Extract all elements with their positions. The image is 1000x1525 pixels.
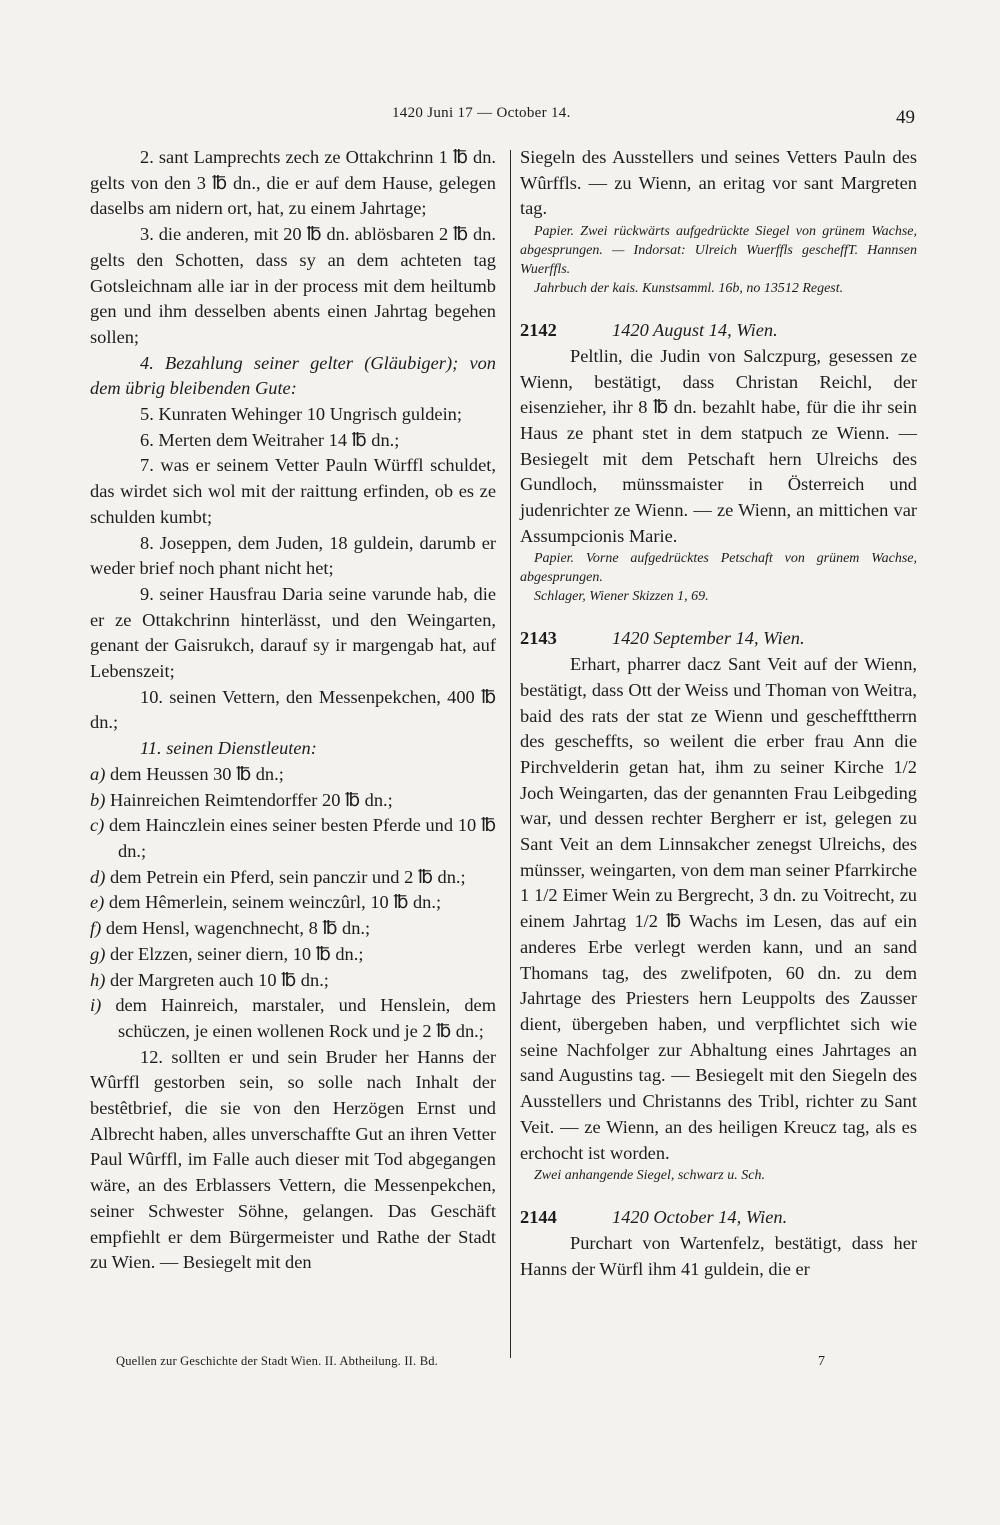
entry-heading: [520, 318, 917, 344]
entry-number: 2143: [520, 628, 557, 649]
archival-note: Zwei anhangende Siegel, schwarz u. Sch.: [534, 1168, 765, 1184]
entry-number: 2142: [520, 320, 557, 341]
sub-item-text: dem Hainczlein eines seiner besten Pferde und 10 ℔ dn.;: [109, 815, 496, 861]
item-4: 4. Bezahlung seiner gelter (Gläubiger); von dem übrig bleibenden Gute:: [90, 352, 496, 399]
sub-item-text: der Elzzen, seiner diern, 10 ℔ dn.;: [109, 943, 364, 964]
entry-body: Purchart von Wartenfelz, bestätigt, dass her Hanns der Würfl ihm 41 guldein, die er: [520, 1232, 917, 1279]
entry-number: 2144: [520, 1207, 557, 1228]
sub-item: [90, 942, 496, 968]
sub-item-text: Hainreichen Reimtendorffer 20 ℔ dn.;: [109, 789, 393, 810]
item-10: 10. seinen Vettern, den Messenpekchen, 400 ℔ dn.;: [90, 686, 496, 733]
entry-body: Peltlin, die Judin von Salczpurg, gesessen ze Wienn, bestätigt, dass Christan Reichl, der eisenzieher, ihr 8 ℔ dn. bezahlt habe, für die ihr sein Haus ze phant stet in dem statpuch ze Wienn. — Besiegelt mit dem Petschaft hern Ulreichs des Gundloch, münssmaister in Österreich und judenrichter ze Wienn. — ze Wienn, an mittichen var Assumpcionis Marie.: [520, 345, 917, 546]
running-title: 1420 Juni 17 — October 14.: [392, 105, 571, 121]
sub-item-label: d): [90, 866, 106, 887]
sub-item: [90, 788, 496, 814]
right-column: [520, 145, 917, 1282]
reference-note: Jahrbuch der kais. Kunstsamml. 16b, no 13512 Regest.: [534, 281, 844, 297]
reference-note: Schlager, Wiener Skizzen 1, 69.: [534, 589, 709, 605]
item-6: 6. Merten dem Weitraher 14 ℔ dn.;: [140, 429, 400, 450]
page-footer: [0, 1352, 1000, 1376]
continuation-text: Siegeln des Ausstellers und seines Vetters Pauln des Wûrffls. — zu Wienn, an eritag vor sant Margreten tag.: [520, 147, 917, 219]
item-2: 2. sant Lamprechts zech ze Ottakchrinn 1 ℔ dn. gelts von den 3 ℔ dn., die er auf dem Hause, gelegen daselbs am nidern ort, hat, zu einem Jahrtage;: [90, 147, 496, 219]
item-12: 12. sollten er und sein Bruder her Hanns der Wûrffl gestorben sein, so solle nach Inhalt der bestêtbrief, die sie von den Herzögen Ernst und Albrecht haben, alles unverschaffte Gut an ihren Vetter Paul Wûrffl, im Falle auch dieser mit Tod abgegangen wäre, an des Erblassers Vettern, die Messenpekchen, seiner Schwester Söhne, gelangen. Das Geschäft empfiehlt er dem Bürgermeister und Rathe der Stadt zu Wien. — Besiegelt mit den: [90, 1046, 496, 1273]
sub-item-label: i): [90, 995, 102, 1016]
left-column: [90, 145, 496, 1276]
sub-item-text: dem Petrein ein Pferd, sein panczir und 2 ℔ dn.;: [109, 866, 466, 887]
archival-note: Papier. Zwei rückwärts aufgedrückte Siegel von grünem Wachse, abgesprungen. — Indorsat: Ulreich Wuerffls gescheffT. Hannsen Wuerffls.: [520, 224, 917, 278]
signature-mark: 7: [818, 1354, 825, 1369]
sub-item: [90, 993, 496, 1044]
item-8: 8. Joseppen, dem Juden, 18 guldein, darumb er weder brief noch phant nicht het;: [90, 532, 496, 579]
item-11: 11. seinen Dienstleuten:: [140, 738, 317, 759]
sub-item-text: der Margreten auch 10 ℔ dn.;: [109, 969, 329, 990]
sub-item: [90, 762, 496, 788]
item-5: 5. Kunraten Wehinger 10 Ungrisch guldein;: [140, 404, 462, 425]
entry-body: Erhart, pharrer dacz Sant Veit auf der Wienn, bestätigt, dass Ott der Weiss und Thoman von Weitra, baid des rats der stat ze Wienn und gescheffttherrn des gescheffts, so weilent die erber frau Ann die Pirchvelderin getan hat, ihm zu seiner Kirche 1/2 Joch Weingarten, das der genannten Frau Leibgeding war, und dessen rechter Bergherr er ist, gelegen zu Sant Veit an dem Linnsakcher zenegst Ulreichs, des münsser, weingarten, von dem man seiner Pfarrkirche 1 1/2 Eimer Wein zu Bergrecht, 3 dn. zu Voitrecht, zu einem Jahrtag 1/2 ℔ Wachs im Lesen, das auf ein anderes Erbe verlegt werden kann, und an sand Thomans tag, des zwelifpoten, 60 dn. zu dem Jahrtage des Priesters hern Leuppolts des Zausser dient, übergeben haben, und verpflichtet sich wie seine Nachfolger zur Abhaltung eines Jahrtages an sand Augustins tag. — Besiegelt mit den Siegeln des Ausstellers und Christanns des Tribl, richter zu Sant Veit. — ze Wienn, an des heiligen Kreucz tag, als es erchocht ist worden.: [520, 654, 917, 1163]
sub-item-label: g): [90, 943, 106, 964]
sub-item-text: dem Heussen 30 ℔ dn.;: [109, 763, 284, 784]
sub-item-label: a): [90, 763, 106, 784]
sub-item: [90, 890, 496, 916]
sub-item-label: f): [90, 918, 102, 939]
sub-item-label: h): [90, 969, 106, 990]
sub-item-label: e): [90, 892, 105, 913]
sub-item: [90, 865, 496, 891]
column-divider: [510, 150, 511, 1358]
archival-note: Papier. Vorne aufgedrücktes Petschaft von grünem Wachse, abgesprungen.: [520, 551, 917, 586]
entry-date: 1420 September 14, Wien.: [612, 628, 805, 649]
sub-item: [90, 916, 496, 942]
sub-item-text: dem Hainreich, marstaler, und Henslein, dem schüczen, je einen wollenen Rock und je 2 ℔ dn.;: [115, 995, 496, 1041]
entry-heading: [520, 1205, 917, 1231]
page-number: 49: [896, 107, 915, 128]
series-title: Quellen zur Geschichte der Stadt Wien. II. Abtheilung. II. Bd.: [116, 1354, 439, 1368]
running-header: [0, 101, 1000, 131]
sub-item: [90, 813, 496, 864]
item-7: 7. was er seinem Vetter Pauln Würffl schuldet, das wirdet sich wol mit der raittung erfinden, ob es ze schulden kumbt;: [90, 455, 496, 527]
sub-item-label: b): [90, 789, 106, 810]
sub-item-text: dem Hensl, wagenchnecht, 8 ℔ dn.;: [105, 918, 371, 939]
entry-heading: [520, 626, 917, 652]
item-3: 3. die anderen, mit 20 ℔ dn. ablösbaren 2 ℔ dn. gelts den Schotten, dass sy an dem achteten tag Gotsleichnam alle iar in der process mit dem heiltumb gen und ihm desselben abents einen Jahrtag begehen sollen;: [90, 224, 496, 347]
sub-item-text: dem Hêmerlein, seinem weinczûrl, 10 ℔ dn.;: [108, 892, 442, 913]
sub-item-label: c): [90, 815, 105, 836]
entry-date: 1420 August 14, Wien.: [612, 320, 778, 341]
item-9: 9. seiner Hausfrau Daria seine varunde hab, die er ze Ottakchrinn hinterlässt, und den Weingarten, genant der Gaisrukch, darauf sy ir margengab hat, auf Lebenszeit;: [90, 583, 496, 682]
sub-item: [90, 968, 496, 994]
entry-date: 1420 October 14, Wien.: [612, 1207, 788, 1228]
